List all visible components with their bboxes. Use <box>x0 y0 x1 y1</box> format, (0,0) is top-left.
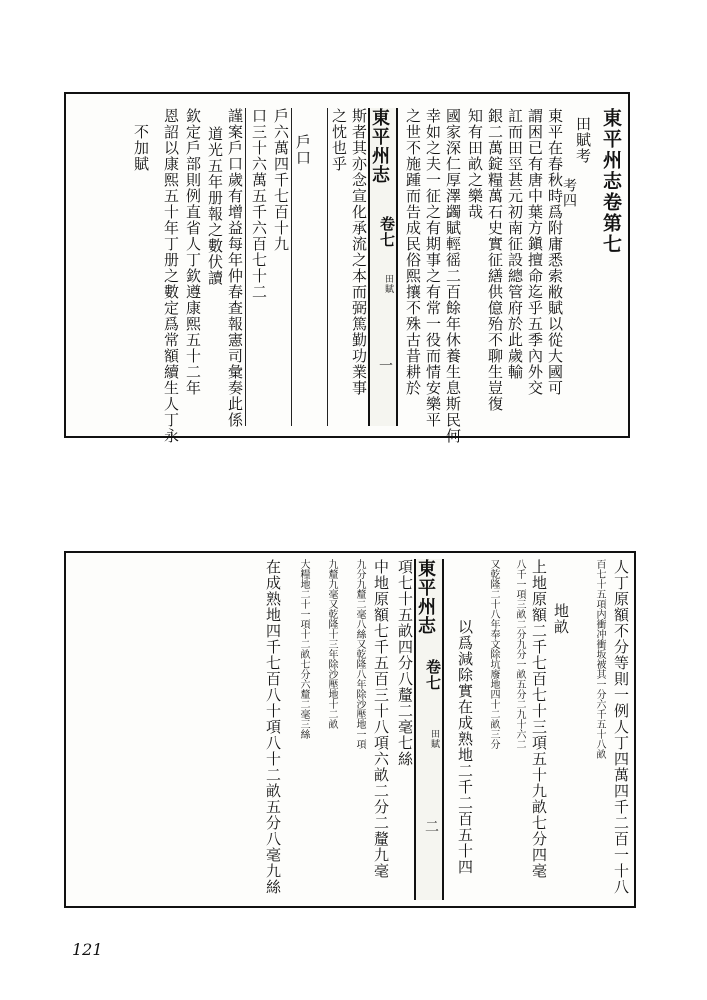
text-column: 不加賦 <box>132 124 150 172</box>
text-column: 之世不施踵而告成民俗熙攘不殊古昔耕於 <box>404 108 422 396</box>
text-column: 人丁原額不分等則一例人丁四萬四千二百一十八 <box>612 559 630 895</box>
text-column: 謂困已有唐中葉方鎭擅命迄乎五季內外交 <box>526 108 544 396</box>
banner-section: 田賦 <box>429 729 439 749</box>
text-column: 戶六萬四千七百十九 <box>272 108 290 252</box>
text-column: 欽定戶部則例直省人丁欽遵康熙五十二年 <box>184 108 202 396</box>
text-column: 口三十六萬五千六百七十二 <box>250 108 268 300</box>
banner-volume: 卷七 <box>424 659 442 691</box>
annotation-column: 百七十五項内衝冲衝坂被其一分六千五十八畝 <box>594 559 605 759</box>
text-column: 斯者其亦念宣化承流之本而弼篤勤功業事 <box>350 108 368 396</box>
banner-section: 田賦 <box>383 274 393 294</box>
text-column: 東平在春秋時爲附庸悉索敝賦以從大國可 <box>546 108 564 396</box>
text-column: 之忱也乎 <box>330 108 348 172</box>
column-rule <box>245 108 246 426</box>
text-column: 道光五年册報之數伏讀 <box>206 126 224 286</box>
text-column: 在成熟地四千七百八十項八十二畝五分八毫九絲 <box>264 559 282 895</box>
text-column: 項七十五畝四分八釐二毫七絲 <box>396 559 414 767</box>
banner-folio: 一 <box>377 358 393 373</box>
section-heading: 地畝 <box>552 603 570 635</box>
article-label: 考四 <box>561 178 577 208</box>
text-column: 恩詔以康熙五十年丁册之數定爲常額續生人丁永 <box>162 108 180 444</box>
banner-volume: 卷七 <box>378 216 396 248</box>
text-column: 上地原額二千七百七十三項五十九畝七分四毫 <box>530 559 548 879</box>
text-column: 訌而田巠甚元初南征設總管府於此歲輸 <box>506 108 524 380</box>
section-heading: 戶口 <box>294 134 312 166</box>
page-number: 121 <box>72 940 103 959</box>
text-column: 中地原額七千五百三十八項六畝二分二釐九毫 <box>372 559 390 879</box>
text-column: 知有田畝之樂哉 <box>466 108 484 220</box>
top-page-text <box>66 108 628 444</box>
bottom-page-block <box>64 551 636 908</box>
annotation-column: 八千一項三畝二分九分一畝五分二九十六二 <box>514 559 525 749</box>
column-rule <box>291 108 292 426</box>
text-column: 謹案戶口歲有增益每年仲春查報憲司彙奏此係 <box>226 108 244 428</box>
top-page-block <box>64 92 630 444</box>
text-column: 銀二萬錠糧萬石史實征繕供億殆不聊生豈復 <box>486 108 504 412</box>
annotation-column: 九釐九毫又乾隆十三年除沙壓地十二畝 <box>326 559 337 729</box>
annotation-column: 又乾隆二十八年奉文除坑廢地四十二畝三分 <box>488 559 499 749</box>
volume-title: 東平州志卷第七 <box>600 108 622 255</box>
column-rule <box>327 108 328 426</box>
annotation-column: 九分九釐二毫八絲又乾隆八年除沙壓地一項 <box>354 559 365 749</box>
banner-folio: 二 <box>423 819 439 834</box>
banner-title: 東平州志 <box>369 108 390 184</box>
text-column: 以爲減除實在成熟地二千二百五十四 <box>456 619 474 875</box>
section-heading: 田賦考 <box>574 116 592 164</box>
annotation-column: 大糧地二十一項十二畝七分六釐二毫三絲 <box>298 559 309 739</box>
banner-title: 東平州志 <box>415 559 436 635</box>
text-column: 國家深仁厚澤蠲賦輕徭二百餘年休養生息斯民何 <box>444 108 462 444</box>
text-column: 幸如之夫一征之有期事之有常一役而情安樂平 <box>424 108 442 428</box>
bottom-page-text <box>66 559 634 900</box>
